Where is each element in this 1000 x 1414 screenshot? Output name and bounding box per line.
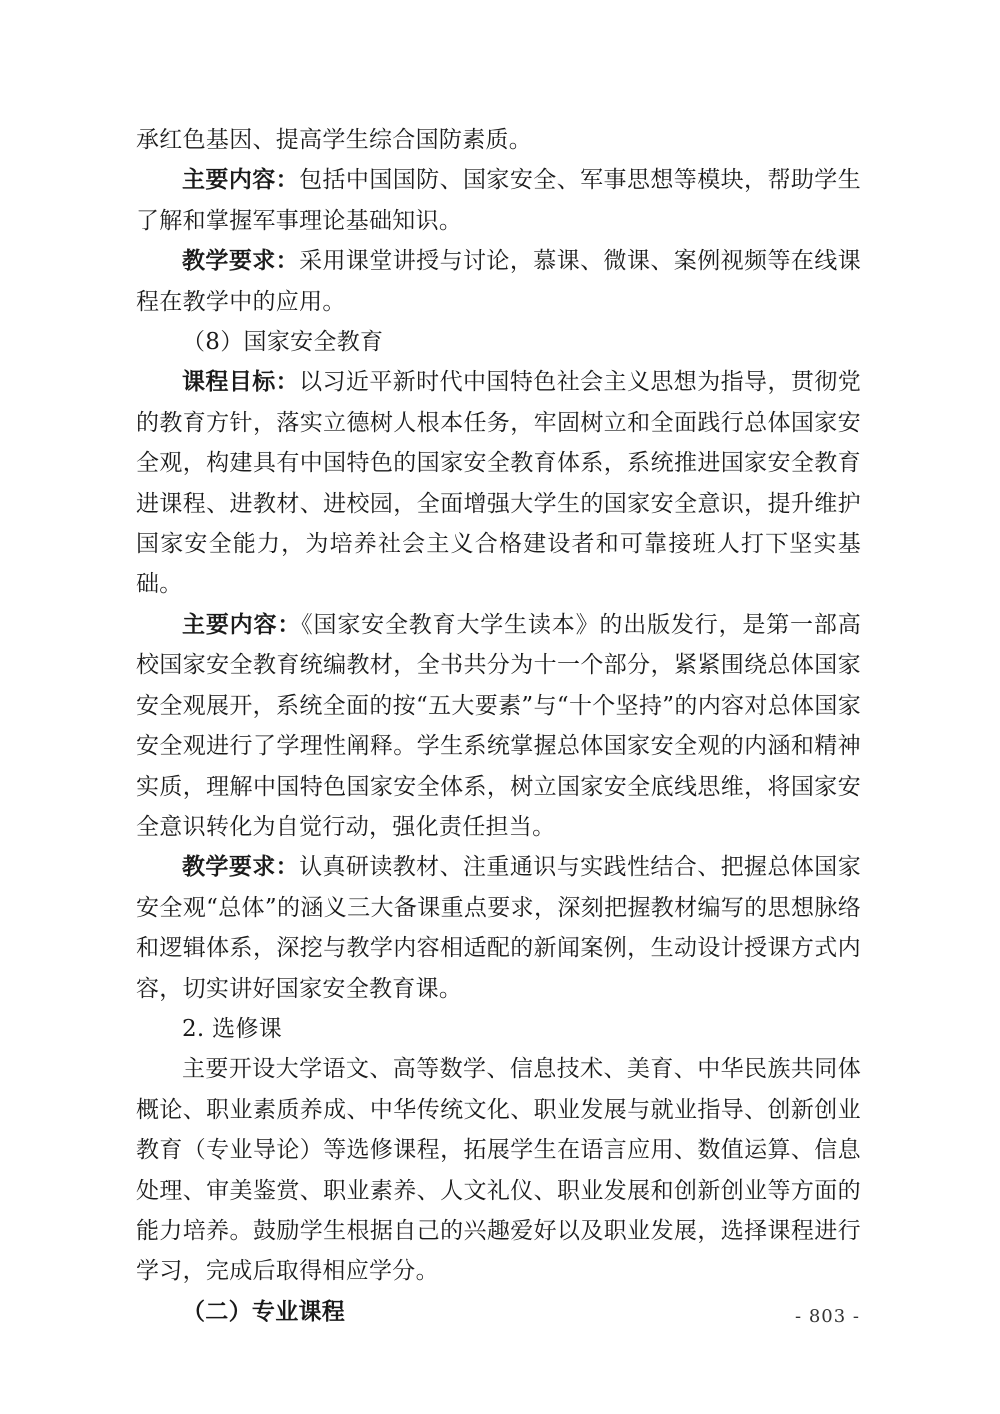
paragraph-main-content-security (136, 605, 861, 847)
paragraph-teaching-requirements-security (136, 847, 861, 1009)
section-heading-national-security: （8）国家安全教育 (182, 329, 384, 356)
paragraph-electives: 主要开设大学语文、高等数学、信息技术、美育、中华民族共同体概论、职业素质养成、中华传统文化、职业发展与就业指导、创新创业教育（专业导论）等选修课程，拓展学生在语言应用、数值运算、信息处理、审美鉴赏、职业素养、人文礼仪、职业发展和创新创业等方面的能力培养。鼓励学生根据自己的兴趣爱好以及职业发展，选择课程进行学习，完成后取得相应学分。 (136, 1056, 861, 1285)
paragraph-main-content (136, 160, 861, 241)
paragraph-label: 主要内容： (182, 166, 300, 194)
paragraph-course-goals (136, 362, 861, 604)
paragraph-text: 包括中国国防、国家安全、军事思想等模块，帮助学生了解和掌握军事理论基础知识。 (136, 167, 862, 234)
paragraph-teaching-requirements (136, 241, 861, 322)
paragraph-label: 教学要求： (182, 853, 300, 881)
paragraph-label: 教学要求： (182, 247, 300, 275)
paragraph-text: 认真研读教材、注重通识与实践性结合、把握总体国家安全观“总体”的涵义三大备课重点要求，深刻把握教材编写的思想脉络和逻辑体系，深挖与教学内容相适配的新闻案例，生动设计授课方式内容，切实讲好国家安全教育课。 (136, 854, 862, 1002)
paragraph-text: 采用课堂讲授与讨论，慕课、微课、案例视频等在线课程在教学中的应用。 (136, 248, 862, 315)
document-body (136, 120, 861, 1332)
paragraph-label: 主要内容： (182, 610, 302, 638)
section-heading-professional-courses: （二）专业课程 (182, 1297, 346, 1325)
page-number: - 803 - (795, 1306, 860, 1327)
paragraph-label: 课程目标： (182, 368, 300, 396)
paragraph-text: 《国家安全教育大学生读本》的出版发行，是第一部高校国家安全教育统编教材，全书共分为十一个部分，紧紧围绕总体国家安全观展开，系统全面的按“五大要素”与“十个坚持”的内容对总体国家安全观进行了学理性阐释。学生系统掌握总体国家安全观的内涵和精神实质，理解中国特色国家安全体系，树立国家安全底线思维，将国家安全意识转化为自觉行动，强化责任担当。 (136, 611, 862, 840)
paragraph-continuation: 承红色基因、提高学生综合国防素质。 (136, 127, 533, 153)
section-heading-electives: 2. 选修课 (182, 1015, 283, 1042)
paragraph-text: 以习近平新时代中国特色社会主义思想为指导，贯彻党的教育方针，落实立德树人根本任务，牢固树立和全面践行总体国家安全观，构建具有中国特色的国家安全教育体系，系统推进国家安全教育进课程、进教材、进校园，全面增强大学生的国家安全意识，提升维护国家安全能力，为培养社会主义合格建设者和可靠接班人打下坚实基础。 (136, 369, 862, 598)
